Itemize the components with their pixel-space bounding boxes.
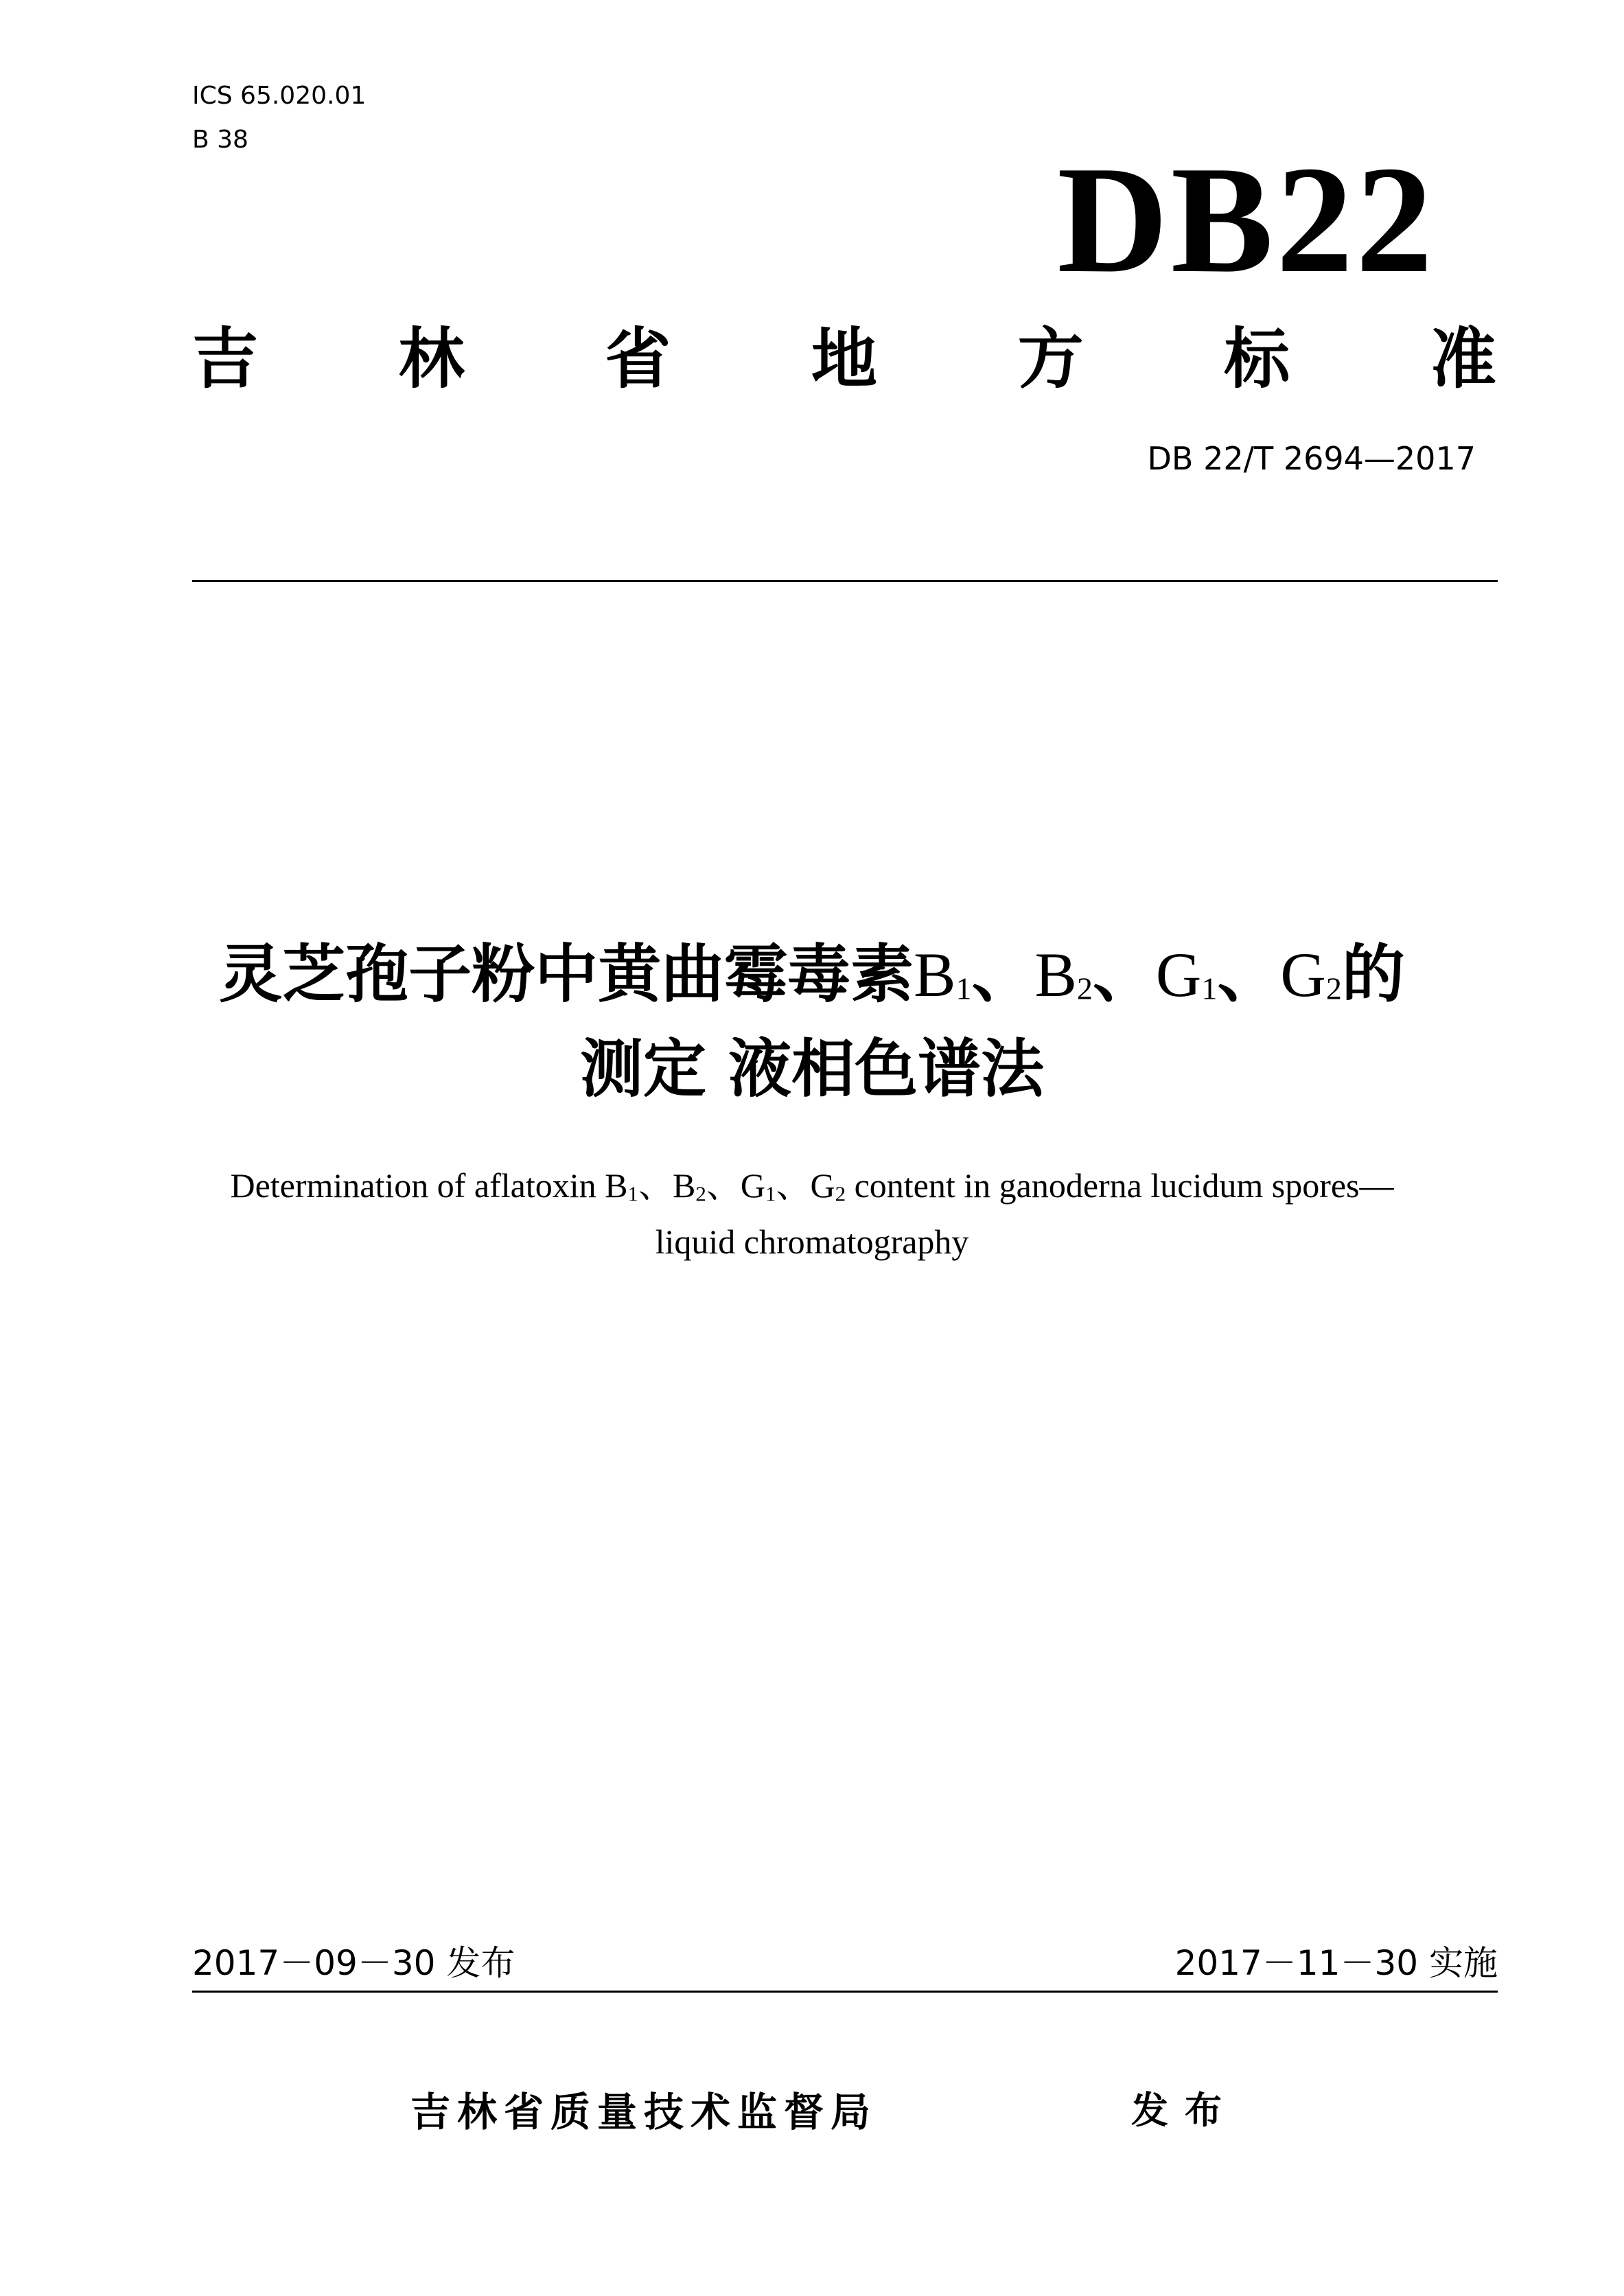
- standard-type-char: 省: [605, 321, 671, 397]
- dates-divider: [192, 1991, 1498, 1993]
- standard-type-char: 准: [1430, 321, 1496, 397]
- title-zh-prefix: 灵芝孢子粉中黄曲霉毒素: [219, 938, 914, 1011]
- standard-type-char: 吉: [192, 321, 258, 397]
- separator: 、: [638, 1166, 673, 1205]
- title-en-line1: [0, 1161, 1624, 1218]
- toxin-b1-en: B1: [605, 1166, 638, 1206]
- standard-type-char: 林: [398, 321, 465, 397]
- title-zh-line2: 测定 液相色谱法: [579, 1032, 1045, 1106]
- standard-number: DB 22/T 2694—2017: [1147, 440, 1476, 477]
- toxin-b2: $B_2$: [1034, 940, 1093, 1010]
- standard-type-heading: [192, 321, 1496, 397]
- separator: 、: [1217, 938, 1281, 1011]
- standard-type-char: 方: [1017, 321, 1084, 397]
- standard-type-char: 标: [1224, 321, 1290, 397]
- toxin-g2: $G_2$: [1280, 940, 1342, 1010]
- separator: 、: [1092, 938, 1156, 1011]
- toxin-b1: $B_1$: [914, 940, 972, 1010]
- separator: 、: [776, 1166, 811, 1205]
- title-zh-suffix: 的: [1341, 938, 1405, 1011]
- title-en-line2: liquid chromatography: [655, 1222, 969, 1261]
- toxin-g1-en: G1: [740, 1166, 776, 1206]
- implementation-date: 2017－11－30 实施: [1174, 1943, 1498, 1983]
- toxin-g1: $G_1$: [1155, 940, 1218, 1010]
- toxin-g2-en: G2: [810, 1166, 846, 1206]
- ccs-code: B 38: [192, 126, 248, 154]
- ics-code: ICS 65.020.01: [192, 82, 367, 110]
- separator: 、: [706, 1166, 741, 1205]
- toxin-b2-en: B2: [673, 1166, 706, 1206]
- title-en-suffix: content in ganoderna lucidum spores—: [854, 1166, 1394, 1205]
- db22-logo: DB22: [1057, 135, 1436, 305]
- standard-type-char: 地: [811, 321, 877, 397]
- issue-date: 2017－09－30 发布: [192, 1943, 515, 1983]
- issuing-authority: 吉林省质量技术监督局: [410, 2089, 878, 2135]
- title-en-prefix: Determination of aflatoxin: [230, 1166, 596, 1205]
- issued-label: 发布: [1131, 2089, 1238, 2132]
- separator: 、: [971, 938, 1035, 1011]
- header-divider: [192, 580, 1498, 582]
- title-zh-line1: [0, 934, 1624, 1030]
